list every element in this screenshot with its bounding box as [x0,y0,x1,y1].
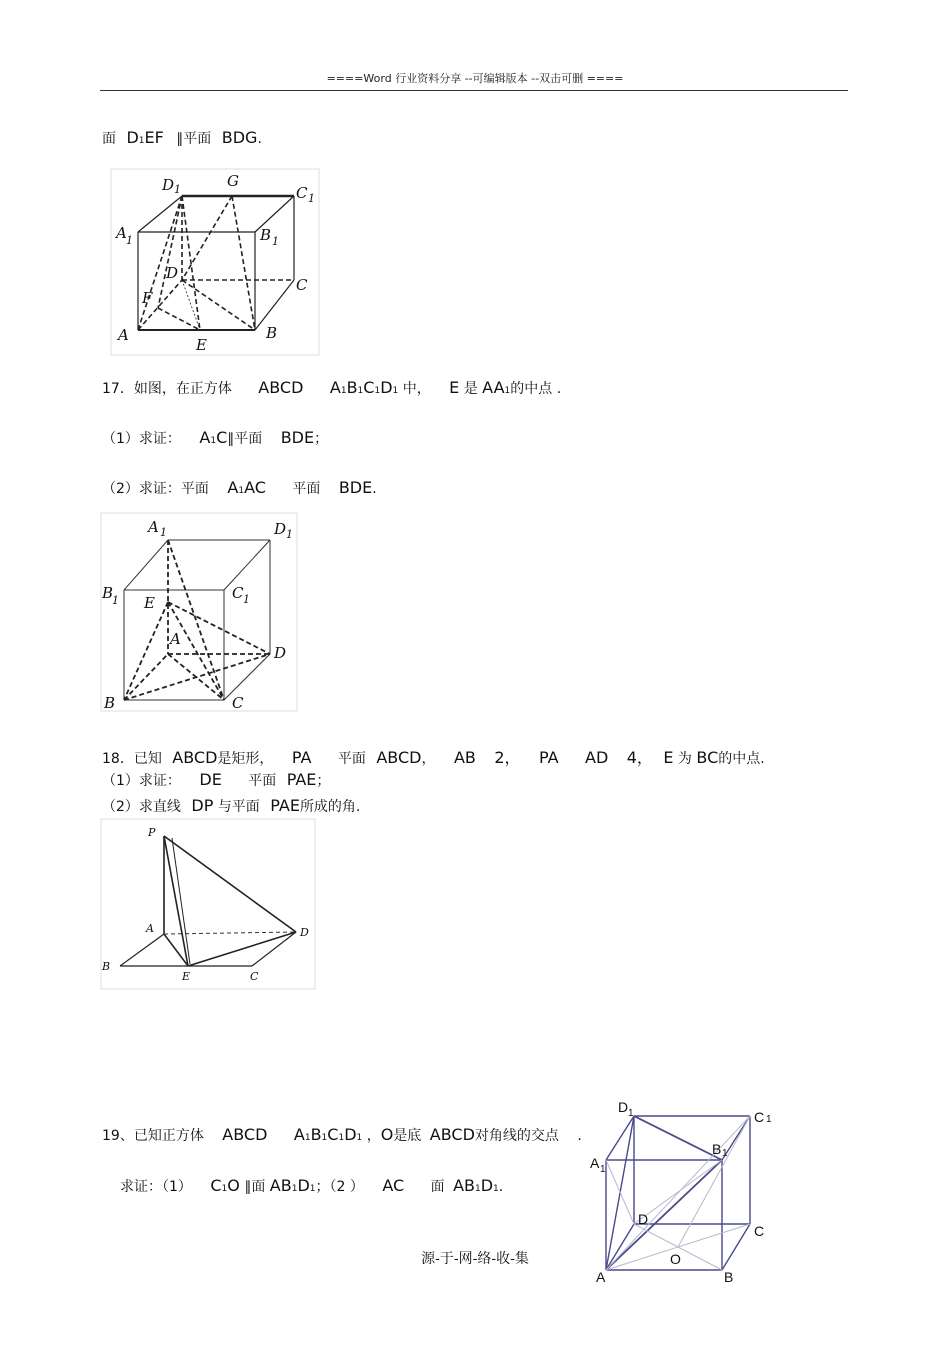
p17-label-c1-sub: 1 [243,593,250,606]
p19-a: A [293,1125,305,1144]
p18-label-a: A [146,922,154,935]
p16-label-c: C [296,276,308,294]
p17-e: E [449,378,460,397]
p16-label-c1-sub: 1 [308,192,315,205]
p19-sub: 1 [493,1184,499,1194]
p18-pa: PA [291,748,312,767]
p16-label-c1: C [296,184,308,202]
p18-q1-prefix: （1）求证： [102,773,181,789]
p17-statement [102,378,561,398]
p18-ad: AD [585,748,609,767]
p17-q2-ac: AC [244,478,266,497]
p17-label-d: D [274,644,287,662]
p19-sub: 1 [304,1133,311,1143]
p17-label-b1: B [102,584,114,602]
p16-label-e: E [196,336,207,354]
p17-cube-figure [100,512,298,712]
p19-d12: D [480,1176,494,1195]
p18-comma: ， [421,751,436,767]
p19-part2: ；（2 ） [315,1179,364,1195]
p18-statement [102,745,765,768]
p19-statement [102,1125,582,1145]
p17-label-d1: D [274,520,287,538]
page-footer: 源-于-网-络-收-集 [421,1251,529,1267]
p17-label-b1-sub: 1 [112,594,119,607]
page-header: ====Word 行业资料分享 --可编辑版本 --双击可删 ==== [326,72,624,85]
p18-q2-angle: 所成的角. [299,799,361,815]
p18-pa2: PA [538,748,559,767]
p18-midpoint: 的中点. [718,751,765,767]
p16-ef: EF [144,128,164,147]
p17-b: B [346,378,358,397]
p19-sub: 1 [474,1184,481,1194]
p16-label-a1-sub: 1 [126,234,133,247]
p17-label-a1-sub: 1 [160,526,167,539]
p18-pyramid-figure [100,818,316,990]
p17-aa: AA [482,378,505,397]
p18-q2-pae: PAE [270,796,300,815]
p17-label-a1: A [148,518,159,536]
p17-q2-plane: 平面 [292,481,321,497]
p16-label-b: B [266,324,278,342]
p19-label-c1: C [754,1109,765,1125]
p18-ab: AB [453,748,476,767]
p17-q2-a: A [227,478,239,497]
p17-sub: 1 [392,386,399,396]
p17-abcd: ABCD [258,378,304,397]
p17-sub: 1 [374,386,381,396]
p19-label-a1-sub: 1 [600,1164,606,1175]
p19-period: . [577,1128,582,1144]
p18-q2-dp: DP [191,796,214,815]
p19-o: O [380,1125,394,1144]
p19-c1: C [210,1176,222,1195]
p19-label-d1-sub: 1 [628,1108,634,1119]
p17-shi: 是 [463,381,478,397]
p19-c: C [327,1125,339,1144]
p16-label-a1: A [116,224,127,242]
p17-q2-period: . [372,481,377,497]
p18-q1-plane: 平面 [248,773,277,789]
p18-four: 4， [626,748,653,767]
header-rule [100,90,848,91]
p17-sub: 1 [340,386,347,396]
p17-q1-bde: BDE [280,428,315,447]
p16-cube-figure [110,168,322,358]
p18-label-e: E [182,970,191,983]
p17-q1-parallel: ∥平面 [227,431,263,447]
p16-label-d: D [166,264,179,282]
p17-label-b: B [104,694,116,712]
p19-label-d: D [638,1211,649,1227]
p19-comma: ， [366,1128,381,1144]
p17-q1-semicolon: ； [314,431,329,447]
p18-q2 [102,796,360,816]
p18-num: 18．已知 [102,751,162,767]
p18-q2-with-plane: 与平面 [217,799,260,815]
p16-label-b1: B [260,226,272,244]
p16-label-d1-sub: 1 [174,183,181,196]
p17-q2 [102,478,377,498]
p16-label-a: A [118,326,129,344]
p17-sub: 1 [357,386,364,396]
p19-abcd: ABCD [222,1125,268,1144]
p19-shidi: 是底 [393,1128,422,1144]
p19-diag: 对角线的交点 [474,1128,559,1144]
p19-num: 19、已知正方体 [102,1128,204,1144]
p17-a: A [329,378,341,397]
p17-sub: 1 [210,436,217,446]
p17-sub: 1 [238,486,245,496]
p19-sub: 1 [221,1184,228,1194]
p17-num: 17．如图，在正方体 [102,381,232,397]
p19-label-a: A [596,1269,606,1285]
p17-c: C [363,378,375,397]
p19-sub: 1 [309,1184,316,1194]
p18-q1 [102,770,330,790]
p18-label-d: D [300,926,309,939]
p18-q1-semicolon: ； [316,773,331,789]
p17-q1-a: A [199,428,211,447]
p19-face: 面 [430,1179,445,1195]
p16-period: . [257,131,262,147]
p19-sub: 1 [356,1133,363,1143]
p18-rect: 是矩形， [217,751,274,767]
p18-label-c: C [250,970,259,983]
p18-bc: BC [696,748,719,767]
p17-sub: 1 [504,386,511,396]
p19-ab2: AB [453,1176,475,1195]
p19-label-b1: B [712,1141,722,1157]
p16-label-g: G [227,172,239,190]
p19-label-a1: A [590,1155,600,1171]
p17-label-d1-sub: 1 [286,528,293,541]
p17-q2-bde: BDE [338,478,373,497]
p18-wei: 为 [677,751,692,767]
p19-sub: 1 [338,1133,345,1143]
p18-label-p: P [148,826,156,839]
p19-sub: 1 [291,1184,298,1194]
p16-d1: D [126,128,139,147]
p17-q1 [102,428,328,448]
p18-plane: 平面 [337,751,366,767]
p17-label-c: C [232,694,244,712]
p17-label-c1: C [232,584,244,602]
p19-label-d1: D [618,1099,629,1115]
p19-parallel-face: ∥面 [244,1179,266,1195]
p18-two: 2， [494,748,521,767]
p16-label-f: F [142,289,153,307]
p16-bdg: BDG [221,128,258,147]
p19-b: B [310,1125,322,1144]
p19-ab: AB [269,1176,292,1195]
p17-label-e: E [144,594,155,612]
p18-q2-prefix: （2）求直线 [102,799,181,815]
p17-midpoint: 的中点 . [510,381,562,397]
p19-label-b: B [724,1269,734,1285]
p16-d1-sub: 1 [138,136,145,146]
p19-label-c1-sub: 1 [766,1114,772,1125]
p16-text [102,128,262,148]
p19-d: D [344,1125,357,1144]
p18-e: E [663,748,674,767]
p16-parallel-plane: ∥平面 [176,131,212,147]
p17-label-a: A [170,630,181,648]
p18-q1-pae: PAE [286,770,317,789]
p19-proof [120,1176,503,1196]
p19-period2: . [498,1179,504,1195]
p18-abcd2: ABCD [376,748,422,767]
p16-pre: 面 [102,131,116,147]
p17-q2-prefix: （2）求证：平面 [102,481,209,497]
p17-zhong: 中， [402,381,431,397]
p19-label-b1-sub: 1 [722,1148,728,1159]
p19-o2: O [227,1176,240,1195]
p19-abcd2: ABCD [429,1125,475,1144]
p17-d: D [380,378,393,397]
p17-q1-c: C [216,428,228,447]
p17-q1-prefix: （1）求证： [102,431,181,447]
p19-proof-prefix: 求证：（1） [120,1179,192,1195]
p16-label-d1: D [162,176,175,194]
p18-abcd: ABCD [172,748,218,767]
p16-label-b1-sub: 1 [272,235,279,248]
p19-label-o: O [670,1251,681,1267]
p18-q1-de: DE [199,770,222,789]
p19-label-c: C [754,1223,765,1239]
p19-sub: 1 [321,1133,328,1143]
p18-label-b: B [102,960,111,973]
p19-d1: D [297,1176,310,1195]
p19-ac: AC [382,1176,405,1195]
